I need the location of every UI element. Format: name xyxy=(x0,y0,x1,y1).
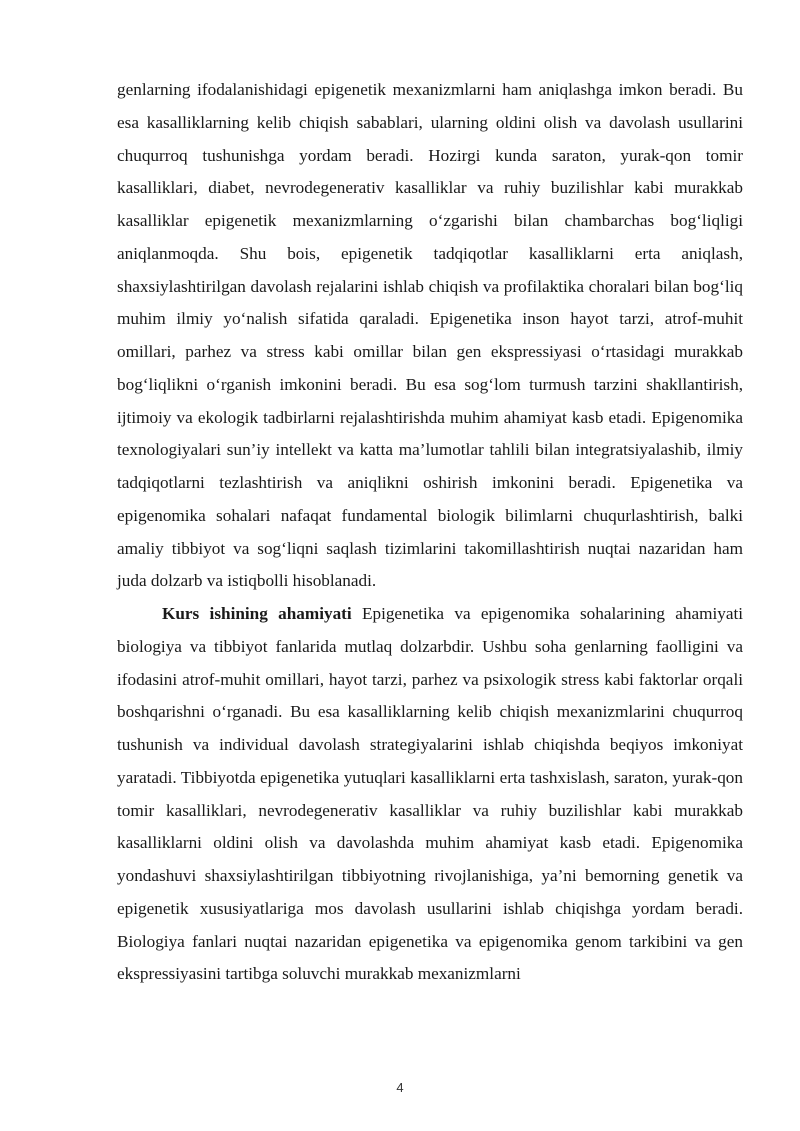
paragraph-2-text: Epigenetika va epigenomika sohalarining ahamiyati biologiya va tibbiyot fanlarida mutlaq dolzarbdir. Ushbu soha genlarning faolligini va ifodasini atrof-muhit omillari, hayot tarzi, parhez va psixologik stress kabi faktorlar orqali boshqarishni o‘rganadi. Bu esa kasalliklarning kelib chiqish mexanizmlarini chuqurroq tushunish va individual davolash strategiyalarini ishlab chiqishda beqiyos imkoniyat yaratadi. Tibbiyotda epigenetika yutuqlari kasalliklarni erta tashxislash, saraton, yurak-qon tomir kasalliklari, nevrodegenerativ kasalliklar va ruhiy buzilishlar kabi murakkab kasalliklarni oldini olish va davolashda muhim ahamiyat kasb etadi. Epigenomika yondashuvi shaxsiylashtirilgan tibbiyotning rivojlanishiga, ya’ni bemorning genetik va epigenetik xususiyatlariga mos davolash usullarini ishlab chiqishga yordam beradi. Biologiya fanlari nuqtai nazaridan epigenetika va epigenomika genom tarkibini va gen ekspressiyasini tartibga soluvchi murakkab mexanizmlarni xyxy=(117,604,743,984)
paragraph-2 xyxy=(117,598,743,991)
page-number: 4 xyxy=(396,1080,404,1095)
body-text xyxy=(117,74,743,991)
paragraph-1: genlarning ifodalanishidagi epigenetik mexanizmlarni ham aniqlashga imkon beradi. Bu esa kasalliklarning kelib chiqish sabablari, ularning oldini olish va davolash usullarini chuqurroq tushunishga yordam beradi. Hozirgi kunda saraton, yurak-qon tomir kasalliklari, diabet, nevrodegenerativ kasalliklar va ruhiy buzilishlar kabi murakkab kasalliklar epigenetik mexanizmlarning o‘zgarishi bilan chambarchas bog‘liqligi aniqlanmoqda. Shu bois, epigenetik tadqiqotlar kasalliklarni erta aniqlash, shaxsiylashtirilgan davolash rejalarini ishlab chiqish va profilaktika choralari bilan bog‘liq muhim ilmiy yo‘nalish sifatida qaraladi. Epigenetika inson hayot tarzi, atrof-muhit omillari, parhez va stress kabi omillar bilan gen ekspressiyasi o‘rtasidagi murakkab bog‘liqlikni o‘rganish imkonini beradi. Bu esa sog‘lom turmush tarzini shakllantirish, ijtimoiy va ekologik tadbirlarni rejalashtirishda muhim ahamiyat kasb etadi. Epigenomika texnologiyalari sun’iy intellekt va katta ma’lumotlar tahlili bilan integratsiyalashib, ilmiy tadqiqotlarni tezlashtirish va aniqlikni oshirish imkonini beradi. Epigenetika va epigenomika sohalari nafaqat fundamental biologik bilimlarni chuqurlashtirish, balki amaliy tibbiyot va sog‘liqni saqlash tizimlarini takomillashtirish nuqtai nazaridan ham juda dolzarb va istiqbolli hisoblanadi. xyxy=(117,80,743,591)
section-heading: Kurs ishining ahamiyati xyxy=(162,604,352,623)
